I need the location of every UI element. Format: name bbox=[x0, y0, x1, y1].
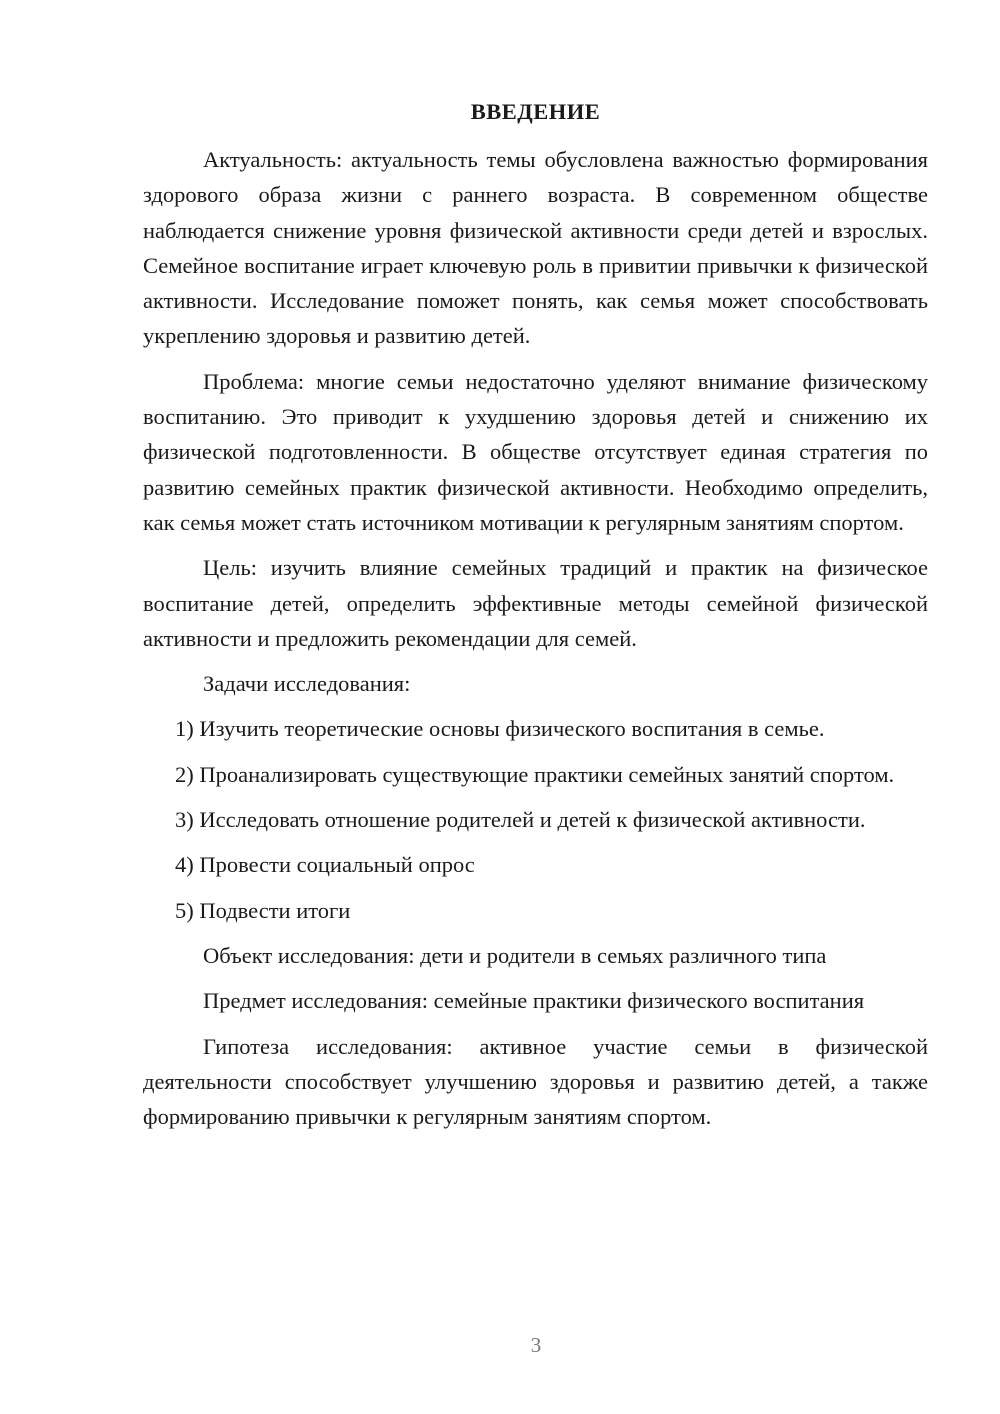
tasks-heading: Задачи исследования: bbox=[203, 671, 411, 697]
paragraph-hypothesis: Гипотеза исследования: активное участие семьи в физической деятельности способствует улучшению здоровья и развитию детей, а также формированию привычки к регулярным занятиям спортом. bbox=[143, 1033, 928, 1130]
document-body bbox=[143, 142, 928, 1134]
task-item: 5) Подвести итоги bbox=[175, 897, 351, 923]
paragraph-goal: Цель: изучить влияние семейных традиций и практик на физическое воспитание детей, определить эффективные методы семейной физической активности и предложить рекомендации для семей. bbox=[143, 555, 928, 651]
paragraph-problem: Проблема: многие семьи недостаточно уделяют внимание физическому воспитанию. Это приводит к ухудшению здоровья детей и снижению их физической подготовленности. В обществе отсутствует единая стратегия по развитию семейных практик физической активности. Необходимо определить, как семья может стать источником мотивации к регулярным занятиям спортом. bbox=[143, 368, 928, 535]
task-item: 4) Провести социальный опрос bbox=[175, 852, 475, 878]
paragraph-object: Объект исследования: дети и родители в семьях различного типа bbox=[203, 942, 827, 968]
task-item: 2) Проанализировать существующие практики семейных занятий спортом. bbox=[175, 761, 895, 787]
page-title: ВВЕДЕНИЕ bbox=[470, 99, 601, 124]
paragraph-subject: Предмет исследования: семейные практики физического воспитания bbox=[203, 988, 865, 1014]
paragraph-relevance: Актуальность: актуальность темы обусловлена важностью формирования здорового образа жизни с раннего возраста. В современном обществе наблюдается снижение уровня физической активности среди детей и взрослых. Семейное воспитание играет ключевую роль в привитии привычки к физической активности. Исследование поможет понять, как семья может способствовать укреплению здоровья и развитию детей. bbox=[143, 147, 928, 349]
task-item: 3) Исследовать отношение родителей и детей к физической активности. bbox=[175, 807, 866, 833]
page-number: 3 bbox=[530, 1333, 542, 1357]
task-item: 1) Изучить теоретические основы физического воспитания в семье. bbox=[175, 716, 825, 742]
